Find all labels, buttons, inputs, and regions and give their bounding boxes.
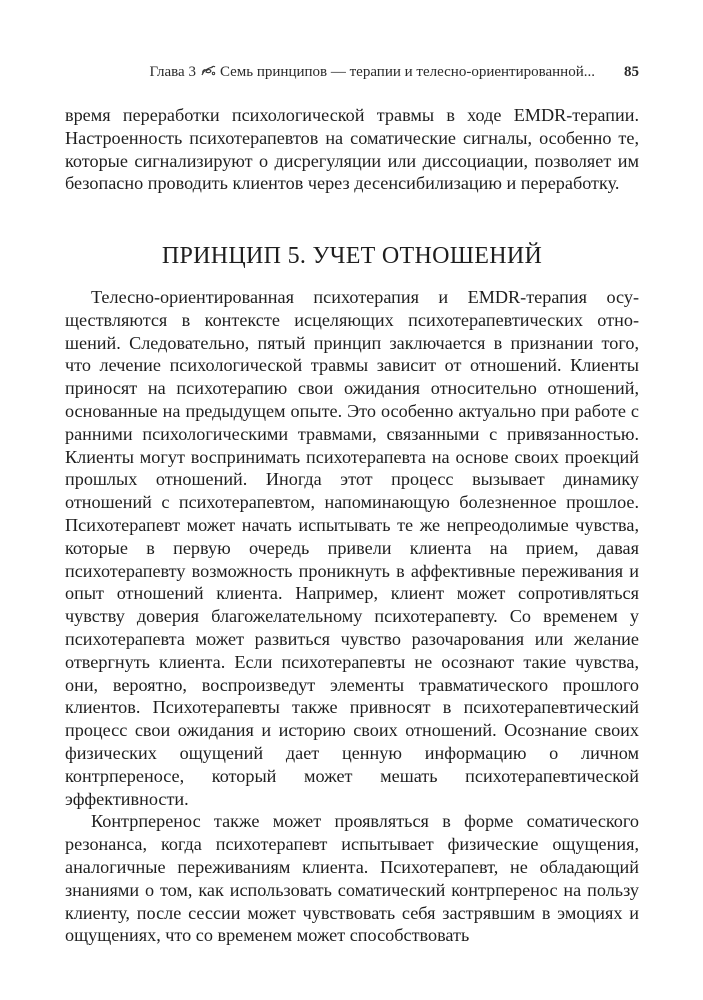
paragraph: Контрперенос также может проявляться в форме соматического резонанса, когда психотерапевт испытывает физические ощущения, аналогичные переживаниям клиента. Психотерапевт, не обладающий знаниями о том, как использовать соматический контрперенос на пользу клиенту, после сессии может чувствовать себя застрявшим в эмоциях и ощущениях, что со временем может способствовать [65,811,639,946]
chapter-label: Глава 3 [149,64,196,80]
section-body [65,286,639,947]
page-number: 85 [624,64,639,80]
continuation-text [65,104,639,195]
chapter-title: Семь принципов — терапии и телесно-ориентированной... [219,64,595,80]
running-head [80,64,639,86]
running-head-chapter [149,64,595,81]
paragraph: Телесно-ориентированная психотерапия и EMDR-терапия осуществляются в контексте исцеляющих психотерапевтических отношений. Следовательно, пятый принцип заключается в признании того, что лечение психологической травмы зависит от отношений. Клиенты приносят на психотерапию свои ожидания относительно отношений, основанные на предыдущем опыте. Это особенно актуально при работе с ранними психологическими травмами, связанными с привязанностью. Клиенты могут воспринимать психотерапевта на основе своих проекций прошлых отношений. Иногда этот процесс вызывает динамику отношений с психотерапевтом, напоминающую болезненное прошлое. Психотерапевт может начать испытывать те же непреодолимые чувства, которые в первую очередь привели клиента на прием, давая психотерапевту возможность проникнуть в аффективные переживания и опыт отношений клиента. Например, клиент может сопротивляться чувству доверия благожелательному психотерапевту. Со временем у психотерапевта может развиться чувство разочарования или желание отвергнуть клиента. Если психотерапевты не осознают такие чувства, они, вероятно, воспроизведут элементы травматического прошлого клиентов. Психотерапевты также привносят в психотерапевтический процесс свои ожидания и историю своих отношений. Осознание своих физических ощущений дает ценную информацию о личном контрпереносе, который может мешать психотерапевтической эффективности. [65,287,639,809]
fleuron-icon [200,64,216,78]
section-heading: ПРИНЦИП 5. УЧЕТ ОТНОШЕНИЙ [161,243,543,269]
continuation-paragraph: время переработки психологической травмы в ходе EMDR-терапии. Настроенность психотерапевтов на соматические сигналы, особенно те, которые сигнализируют о дисрегуляции или диссоциации, позволяет им безопасно проводить клиентов через десенсибилизацию и переработку. [65,105,639,194]
